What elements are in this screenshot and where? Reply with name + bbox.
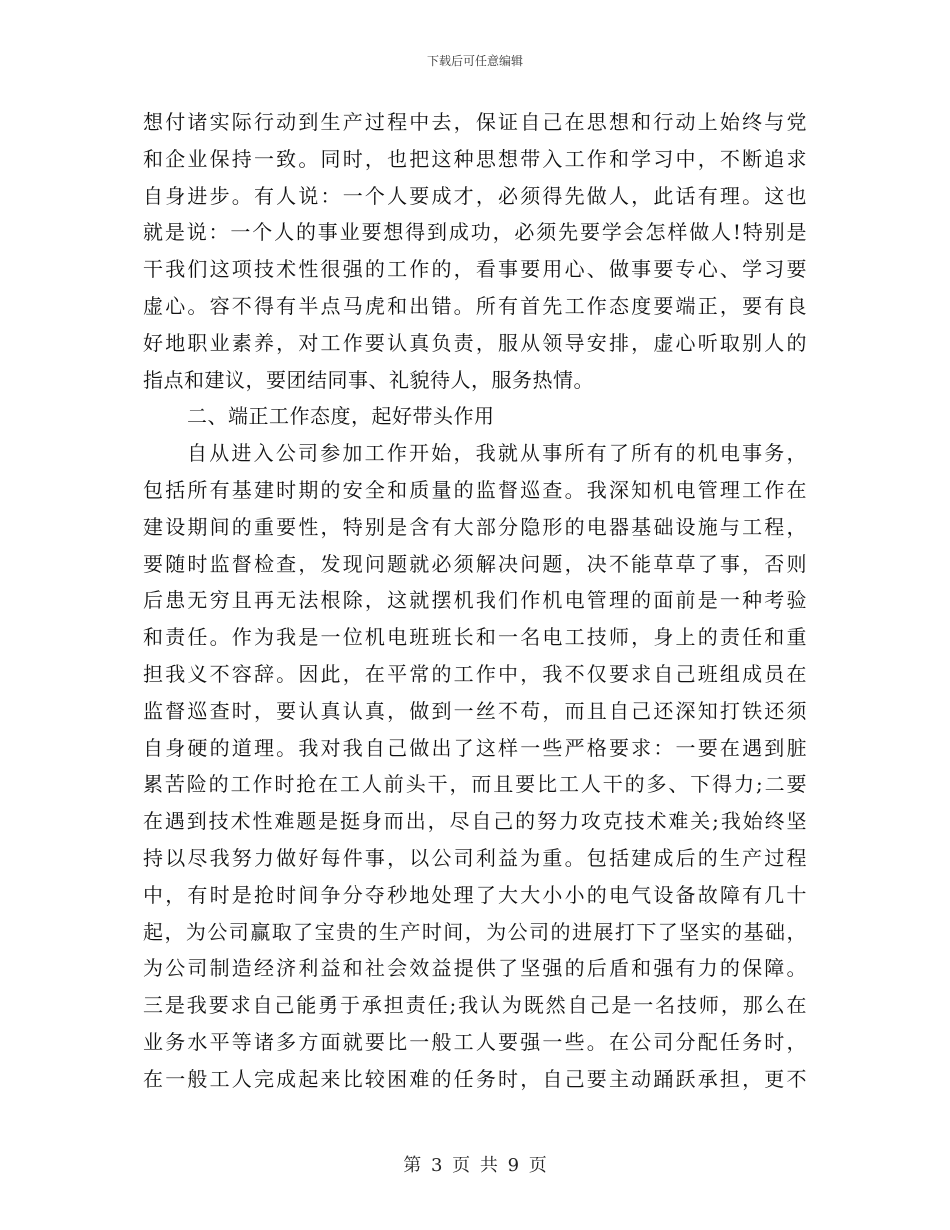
text-line: 指点和建议，要团结同事、礼貌待人，服务热情。 bbox=[143, 367, 594, 392]
text-line: 干我们这项技术性很强的工作的，看事要用心、做事要专心、学习要 bbox=[143, 257, 807, 282]
text-line: 就是说：一个人的事业要想得到成功，必须先要学会怎样做人!特别是 bbox=[143, 220, 807, 245]
text-line: 业务水平等诸多方面就要比一般工人要强一些。在公司分配任务时， bbox=[143, 1029, 807, 1054]
text-line: 虚心。容不得有半点马虎和出错。所有首先工作态度要端正，要有良 bbox=[143, 293, 807, 318]
text-line: 自从进入公司参加工作开始，我就从事所有了所有的机电事务， bbox=[187, 441, 807, 466]
page-number-footer: 第 3 页 共 9 页 bbox=[403, 1155, 547, 1176]
text-line: 累苦险的工作时抢在工人前头干，而且要比工人干的多、下得力;二要 bbox=[143, 772, 807, 797]
page-header: 下载后可任意编辑 bbox=[426, 54, 523, 68]
text-line: 要随时监督检查，发现问题就必须解决问题，决不能草草了事，否则 bbox=[143, 551, 807, 576]
text-line: 建设期间的重要性，特别是含有大部分隐形的电器基础设施与工程， bbox=[143, 514, 807, 539]
text-line: 和企业保持一致。同时，也把这种思想带入工作和学习中，不断追求 bbox=[143, 146, 807, 171]
text-line: 起，为公司赢取了宝贵的生产时间，为公司的进展打下了坚实的基础， bbox=[143, 919, 807, 944]
text-line: 为公司制造经济利益和社会效益提供了坚强的后盾和强有力的保障。 bbox=[143, 956, 807, 981]
text-line: 自身进步。有人说：一个人要成才，必须得先做人，此话有理。这也 bbox=[143, 183, 807, 208]
text-line: 监督巡查时，要认真认真，做到一丝不苟，而且自己还深知打铁还须 bbox=[143, 698, 807, 723]
text-line: 在一般工人完成起来比较困难的任务时，自己要主动踊跃承担，更不 bbox=[143, 1066, 807, 1091]
text-line: 想付诸实际行动到生产过程中去，保证自己在思想和行动上始终与党 bbox=[143, 110, 807, 134]
text-line: 和责任。作为我是一位机电班班长和一名电工技师，身上的责任和重 bbox=[143, 625, 807, 650]
text-line: 包括所有基建时期的安全和质量的监督巡查。我深知机电管理工作在 bbox=[143, 477, 807, 502]
text-line: 中，有时是抢时间争分夺秒地处理了大大小小的电气设备故障有几十 bbox=[143, 882, 807, 907]
text-line: 在遇到技术性难题是挺身而出，尽自己的努力攻克技术难关;我始终坚 bbox=[143, 809, 807, 834]
text-line: 好地职业素养，对工作要认真负责，服从领导安排，虚心听取别人的 bbox=[143, 330, 807, 355]
text-line: 持以尽我努力做好每件事，以公司利益为重。包括建成后的生产过程 bbox=[143, 845, 807, 870]
text-line: 自身硬的道理。我对我自己做出了这样一些严格要求：一要在遇到脏 bbox=[143, 735, 807, 760]
document-body bbox=[143, 104, 807, 1098]
text-line: 后患无穷且再无法根除，这就摆机我们作机电管理的面前是一种考验 bbox=[143, 588, 807, 613]
section-heading: 二、端正工作态度，起好带头作用 bbox=[187, 404, 495, 429]
text-line: 担我义不容辞。因此，在平常的工作中，我不仅要求自己班组成员在 bbox=[143, 661, 807, 686]
text-line: 三是我要求自己能勇于承担责任;我认为既然自己是一名技师，那么在 bbox=[143, 993, 807, 1018]
